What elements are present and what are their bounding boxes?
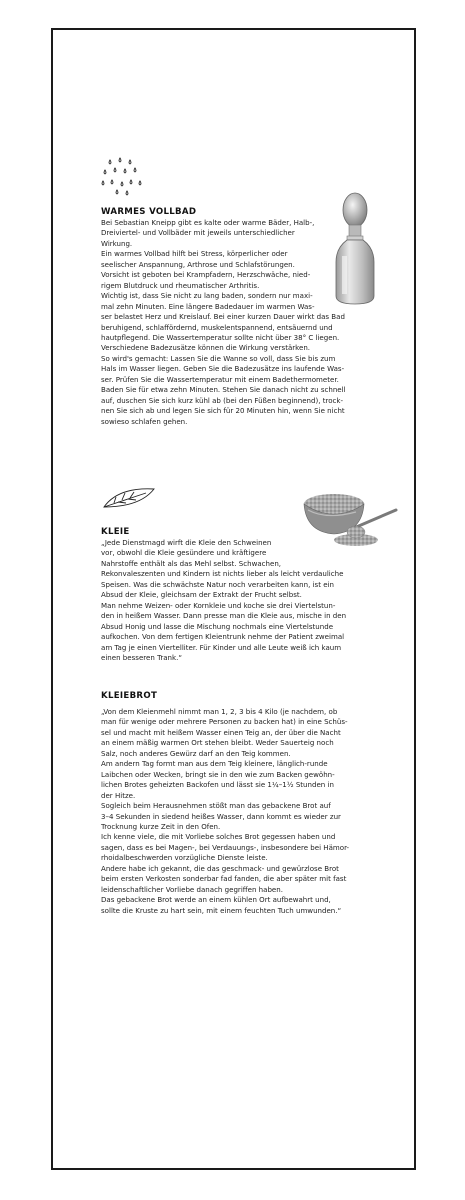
bath-text-line: auf, duschen Sie sich kurz kühl ab (bei den Füßen beginnend), trock-: [101, 395, 344, 405]
bread-text-line: lichen Brotes geheizten Backofen und lässt sie 1¼–1½ Stunden in: [101, 780, 334, 790]
bread-text-line: Laibchen oder Wecken, bringt sie in den wie zum Backen gewöhn-: [101, 769, 335, 779]
bath-text-line: rigem Blutdruck und rheumatischer Arthritis.: [101, 280, 260, 290]
bread-text: [101, 707, 375, 916]
bread-text-line: 3–4 Sekunden in siedend heißes Wasser, dann kommt es wieder zur: [101, 811, 341, 821]
bath-text-line: Dreiviertel- und Vollbäder mit jeweils unterschiedlicher: [101, 228, 295, 238]
bath-title: WARMES VOLLBAD: [101, 207, 197, 217]
water-drops-icon: [100, 156, 144, 196]
bran-text-line: Rekonvaleszenten und Kindern ist nichts lieber als leicht verdauliche: [101, 569, 344, 579]
bath-text-line: Vorsicht ist geboten bei Krampfadern, Herzschwäche, nied-: [101, 270, 311, 280]
section-bath: [101, 207, 375, 427]
bath-text-line: ser. Prüfen Sie die Wassertemperatur mit einem Badethermometer.: [101, 374, 339, 384]
bath-text-line: Bei Sebastian Kneipp gibt es kalte oder warme Bäder, Halb-,: [101, 218, 315, 227]
bran-text-line: vor, obwohl die Kleie gesündere und kräftigere: [101, 548, 267, 558]
bread-text-line: man für wenige oder mehrere Personen zu backen hat) in eine Schüs-: [101, 717, 348, 727]
bread-text-line: Andere habe ich gekannt, die das geschmack- und gewürzlose Brot: [101, 863, 339, 873]
bath-text-line: Ein warmes Vollbad hilft bei Stress, körperlicher oder: [101, 249, 288, 259]
bath-text-line: mal zehn Minuten. Eine längere Badedauer im warmen Was-: [101, 301, 315, 311]
bath-text-line: So wird's gemacht: Lassen Sie die Wanne so voll, dass Sie bis zum: [101, 353, 336, 363]
bread-text-line: sagen, dass es bei Magen-, bei Verdauungs-, insbesondere bei Hämor-: [101, 842, 350, 852]
bread-text-line: beim ersten Verkosten sonderbar fad fanden, die aber später mit fast: [101, 874, 347, 884]
bread-title: KLEIEBROT: [101, 691, 158, 701]
bran-text-line: Speisen. Was die schwächste Natur noch verarbeiten kann, ist ein: [101, 579, 334, 589]
bread-text-line: Trocknung kurze Zeit in den Ofen.: [101, 821, 221, 831]
bath-text-line: Wirkung.: [101, 238, 133, 248]
section-bran: [101, 527, 375, 663]
bread-text-line: Salz, noch anderes Gewürz darf an den Teig kommen.: [101, 748, 291, 758]
bread-text-line: sel und macht mit heißem Wasser einen Teig an, der über die Nacht: [101, 727, 341, 737]
bath-text-line: Wichtig ist, dass Sie nicht zu lang baden, sondern nur maxi-: [101, 291, 313, 301]
bran-text-line: Nahrstoffe enthält als das Mehl selbst. Schwachen,: [101, 558, 282, 568]
bran-text: [101, 538, 375, 663]
bran-text-line: einen besseren Trank.“: [101, 652, 182, 662]
bran-text-line: aufkochen. Von dem fertigen Kleientrunk nehme der Patient zweimal: [101, 632, 345, 642]
bran-text-line: Man nehme Weizen- oder Kornkleie und koche sie drei Viertelstun-: [101, 600, 336, 610]
bran-text-line: am Tag je einen Viertelliter. Für Kinder und alle Leute weiß ich kaum: [101, 642, 342, 652]
bread-text-line: an einem mäßig warmen Ort stehen bleibt. Weder Sauerteig noch: [101, 738, 334, 748]
bath-text-line: Verschiedene Badezusätze können die Wirkung verstärken.: [101, 343, 311, 353]
bread-text-line: leidenschaftlicher Vorliebe danach gegriffen haben.: [101, 884, 283, 894]
bran-text-line: Absud der Kleie, gleichsam der Extrakt der Frucht selbst.: [101, 590, 302, 600]
bread-text-line: rhoidalbeschwerden vorzügliche Dienste leiste.: [101, 853, 268, 863]
bath-text-line: ser belastet Herz und Kreislauf. Bei einer kurzen Dauer wirkt das Bad: [101, 312, 345, 322]
bath-text-line: nen Sie sich ab und legen Sie sich für 20 Minuten hin, wenn Sie nicht: [101, 406, 345, 416]
bread-text-line: Das gebackene Brot werde an einem kühlen Ort aufbewahrt und,: [101, 895, 331, 905]
bath-text-line: hautpflegend. Die Wassertemperatur sollte nicht über 38° C liegen.: [101, 332, 340, 342]
bread-text-line: Sogleich beim Herausnehmen stößt man das gebackene Brot auf: [101, 801, 331, 811]
bread-text-line: sollte die Kruste zu hart sein, mit einem feuchten Tuch umwunden.“: [101, 905, 342, 915]
bath-text-line: sowieso schlafen gehen.: [101, 416, 188, 426]
bran-title: KLEIE: [101, 527, 130, 537]
bread-text-line: Am andern Tag formt man aus dem Teig kleinere, länglich-runde: [101, 759, 328, 769]
section-bread: [101, 691, 375, 916]
bath-text-line: seelischer Anspannung, Arthrose und Schlafstörungen.: [101, 259, 295, 269]
bath-text-line: beruhigend, schlaffördernd, muskelentspannend, entsäuernd und: [101, 322, 333, 332]
bran-text-line: Absud Honig und lasse die Mischung nochmals eine Viertelstunde: [101, 621, 334, 631]
bath-text-line: Hals im Wasser liegen. Geben Sie die Badezusätze ins laufende Was-: [101, 364, 345, 374]
bread-text-line: Ich kenne viele, die mit Vorliebe solches Brot gegessen haben und: [101, 832, 336, 842]
bath-text: [101, 218, 375, 427]
bread-text-line: „Von dem Kleienmehl nimmt man 1, 2, 3 bis 4 Kilo (je nachdem, ob: [101, 707, 338, 716]
bran-text-line: „Jede Dienstmagd wirft die Kleie den Schweinen: [101, 538, 272, 547]
leaf-icon: [100, 485, 160, 511]
bran-text-line: den in heißem Wasser. Dann presse man die Kleie aus, mische in den: [101, 611, 347, 621]
bread-text-line: der Hitze.: [101, 790, 136, 800]
bath-text-line: Baden Sie für etwa zehn Minuten. Stehen Sie danach nicht zu schnell: [101, 385, 346, 395]
